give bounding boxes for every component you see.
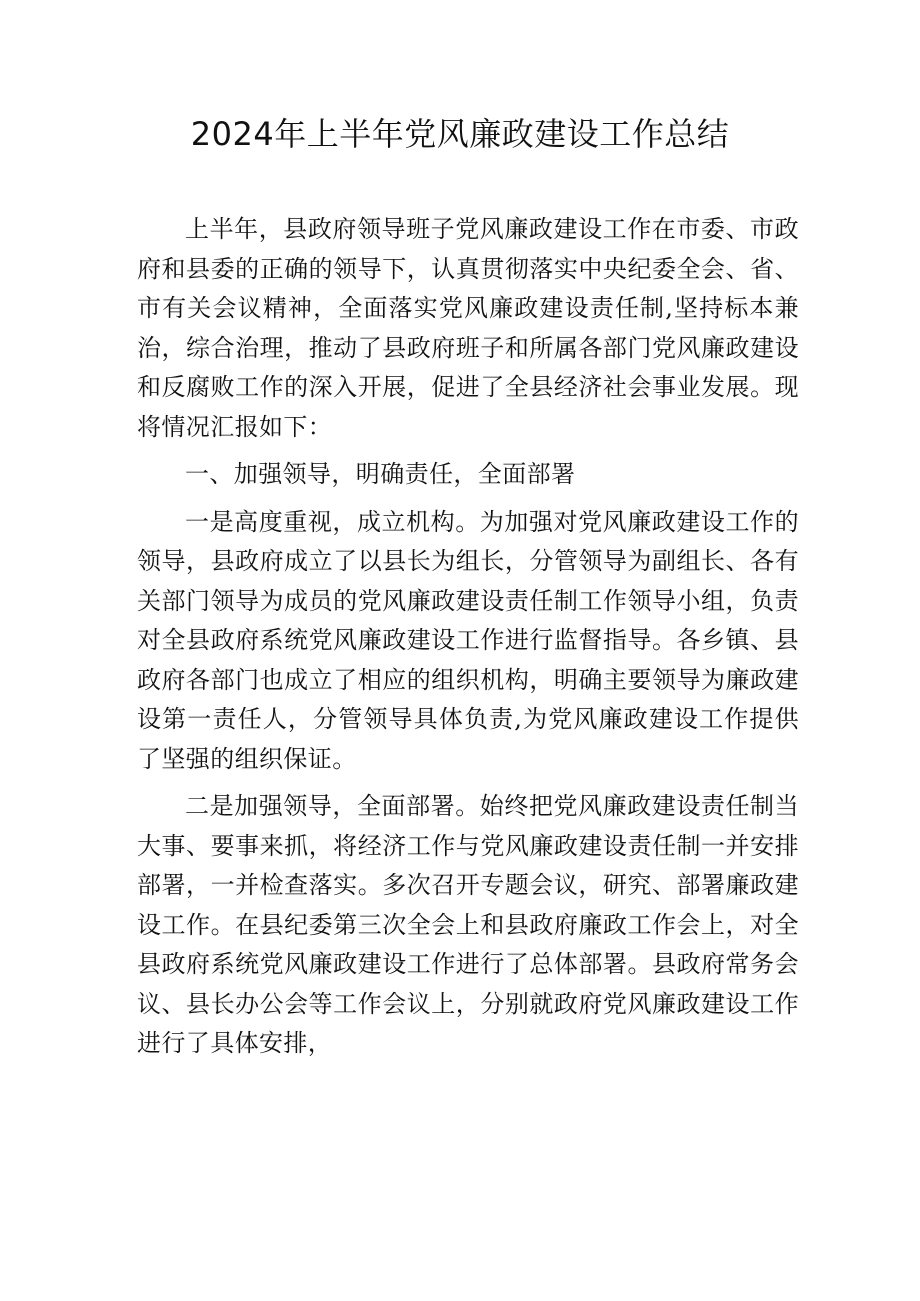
body-paragraph: 二是加强领导，全面部署。始终把党风廉政建设责任制当大事、要事来抓，将经济工作与党风廉政建设责任制一并安排部署，一并检查落实。多次召开专题会议，研究、部署廉政建设工作。在县纪委第三次全会上和县政府廉政工作会上，对全县政府系统党风廉政建设工作进行了总体部署。县政府常务会议、县长办公会等工作会议上，分别就政府党风廉政建设工作进行了具体安排， [137,792,799,1057]
section-heading: 一、加强领导，明确责任，全面部署 [185,460,576,488]
intro-paragraph: 上半年，县政府领导班子党风廉政建设工作在市委、市政府和县委的正确的领导下，认真贯彻落实中央纪委全会、省、市有关会议精神，全面落实党风廉政建设责任制,坚持标本兼治，综合治理，推动了县政府班子和所属各部门党风廉政建设和反腐败工作的深入开展，促进了全县经济社会事业发展。现将情况汇报如下： [137,215,799,441]
document-body [137,210,799,1064]
document-title: 2024年上半年党风廉政建设工作总结 [190,115,730,153]
body-paragraph: 一是高度重视，成立机构。为加强对党风廉政建设工作的领导，县政府成立了以县长为组长，分管领导为副组长、各有关部门领导为成员的党风廉政建设责任制工作领导小组，负责对全县政府系统党风廉政建设工作进行监督指导。各乡镇、县政府各部门也成立了相应的组织机构，明确主要领导为廉政建设第一责任人，分管领导具体负责,为党风廉政建设工作提供了坚强的组织保证。 [137,507,799,773]
